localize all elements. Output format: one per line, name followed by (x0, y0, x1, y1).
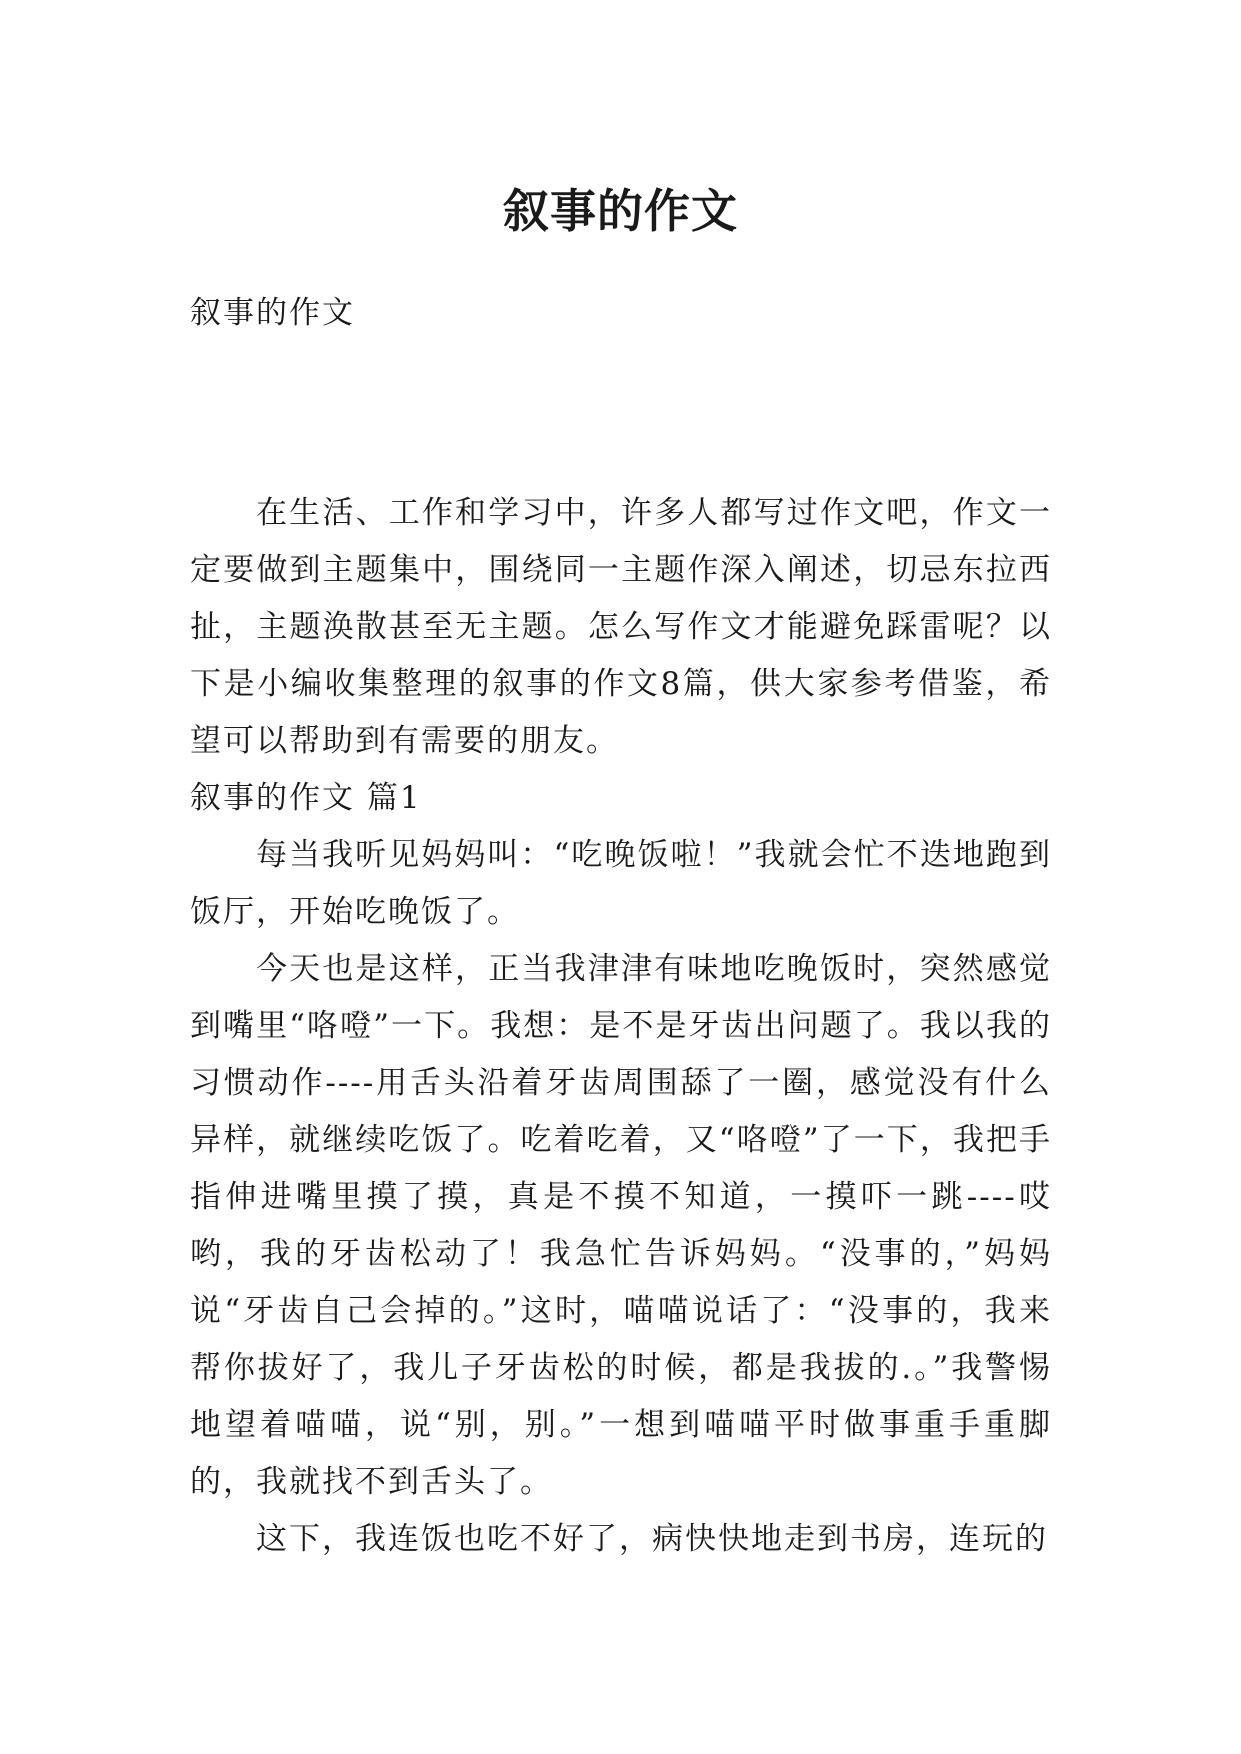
document-subtitle: 叙事的作文 (190, 295, 355, 331)
document-body (190, 285, 1052, 1568)
section-heading: 叙事的作文 篇1 (190, 780, 422, 816)
document-title: 叙事的作文 (503, 183, 738, 238)
body-paragraph: 每当我听见妈妈叫：“吃晚饭啦！”我就会忙不迭地跑到饭厅，开始吃晚饭了。 (190, 837, 1052, 930)
intro-paragraph: 在生活、工作和学习中，许多人都写过作文吧，作文一定要做到主题集中，围绕同一主题作深入阐述，切忌东拉西扯，主题涣散甚至无主题。怎么写作文才能避免踩雷呢？以下是小编收集整理的叙事的作文8篇，供大家参考借鉴，希望可以帮助到有需要的朋友。 (190, 495, 1052, 759)
body-paragraph: 今天也是这样，正当我津津有味地吃晚饭时，突然感觉到嘴里“咯噔”一下。我想：是不是牙齿出问题了。我以我的习惯动作----用舌头沿着牙齿周围舔了一圈，感觉没有什么异样，就继续吃饭了。吃着吃着，又“咯噔”了一下，我把手指伸进嘴里摸了摸，真是不摸不知道，一摸吓一跳----哎哟，我的牙齿松动了！我急忙告诉妈妈。“没事的，”妈妈说“牙齿自己会掉的。”这时，喵喵说话了：“没事的，我来帮你拔好了，我儿子牙齿松的时候，都是我拔的.。”我警惕地望着喵喵，说“别，别。”一想到喵喵平时做事重手重脚的，我就找不到舌头了。 (190, 951, 1052, 1500)
body-paragraph: 这下，我连饭也吃不好了，病快快地走到书房，连玩的 (256, 1521, 1048, 1557)
